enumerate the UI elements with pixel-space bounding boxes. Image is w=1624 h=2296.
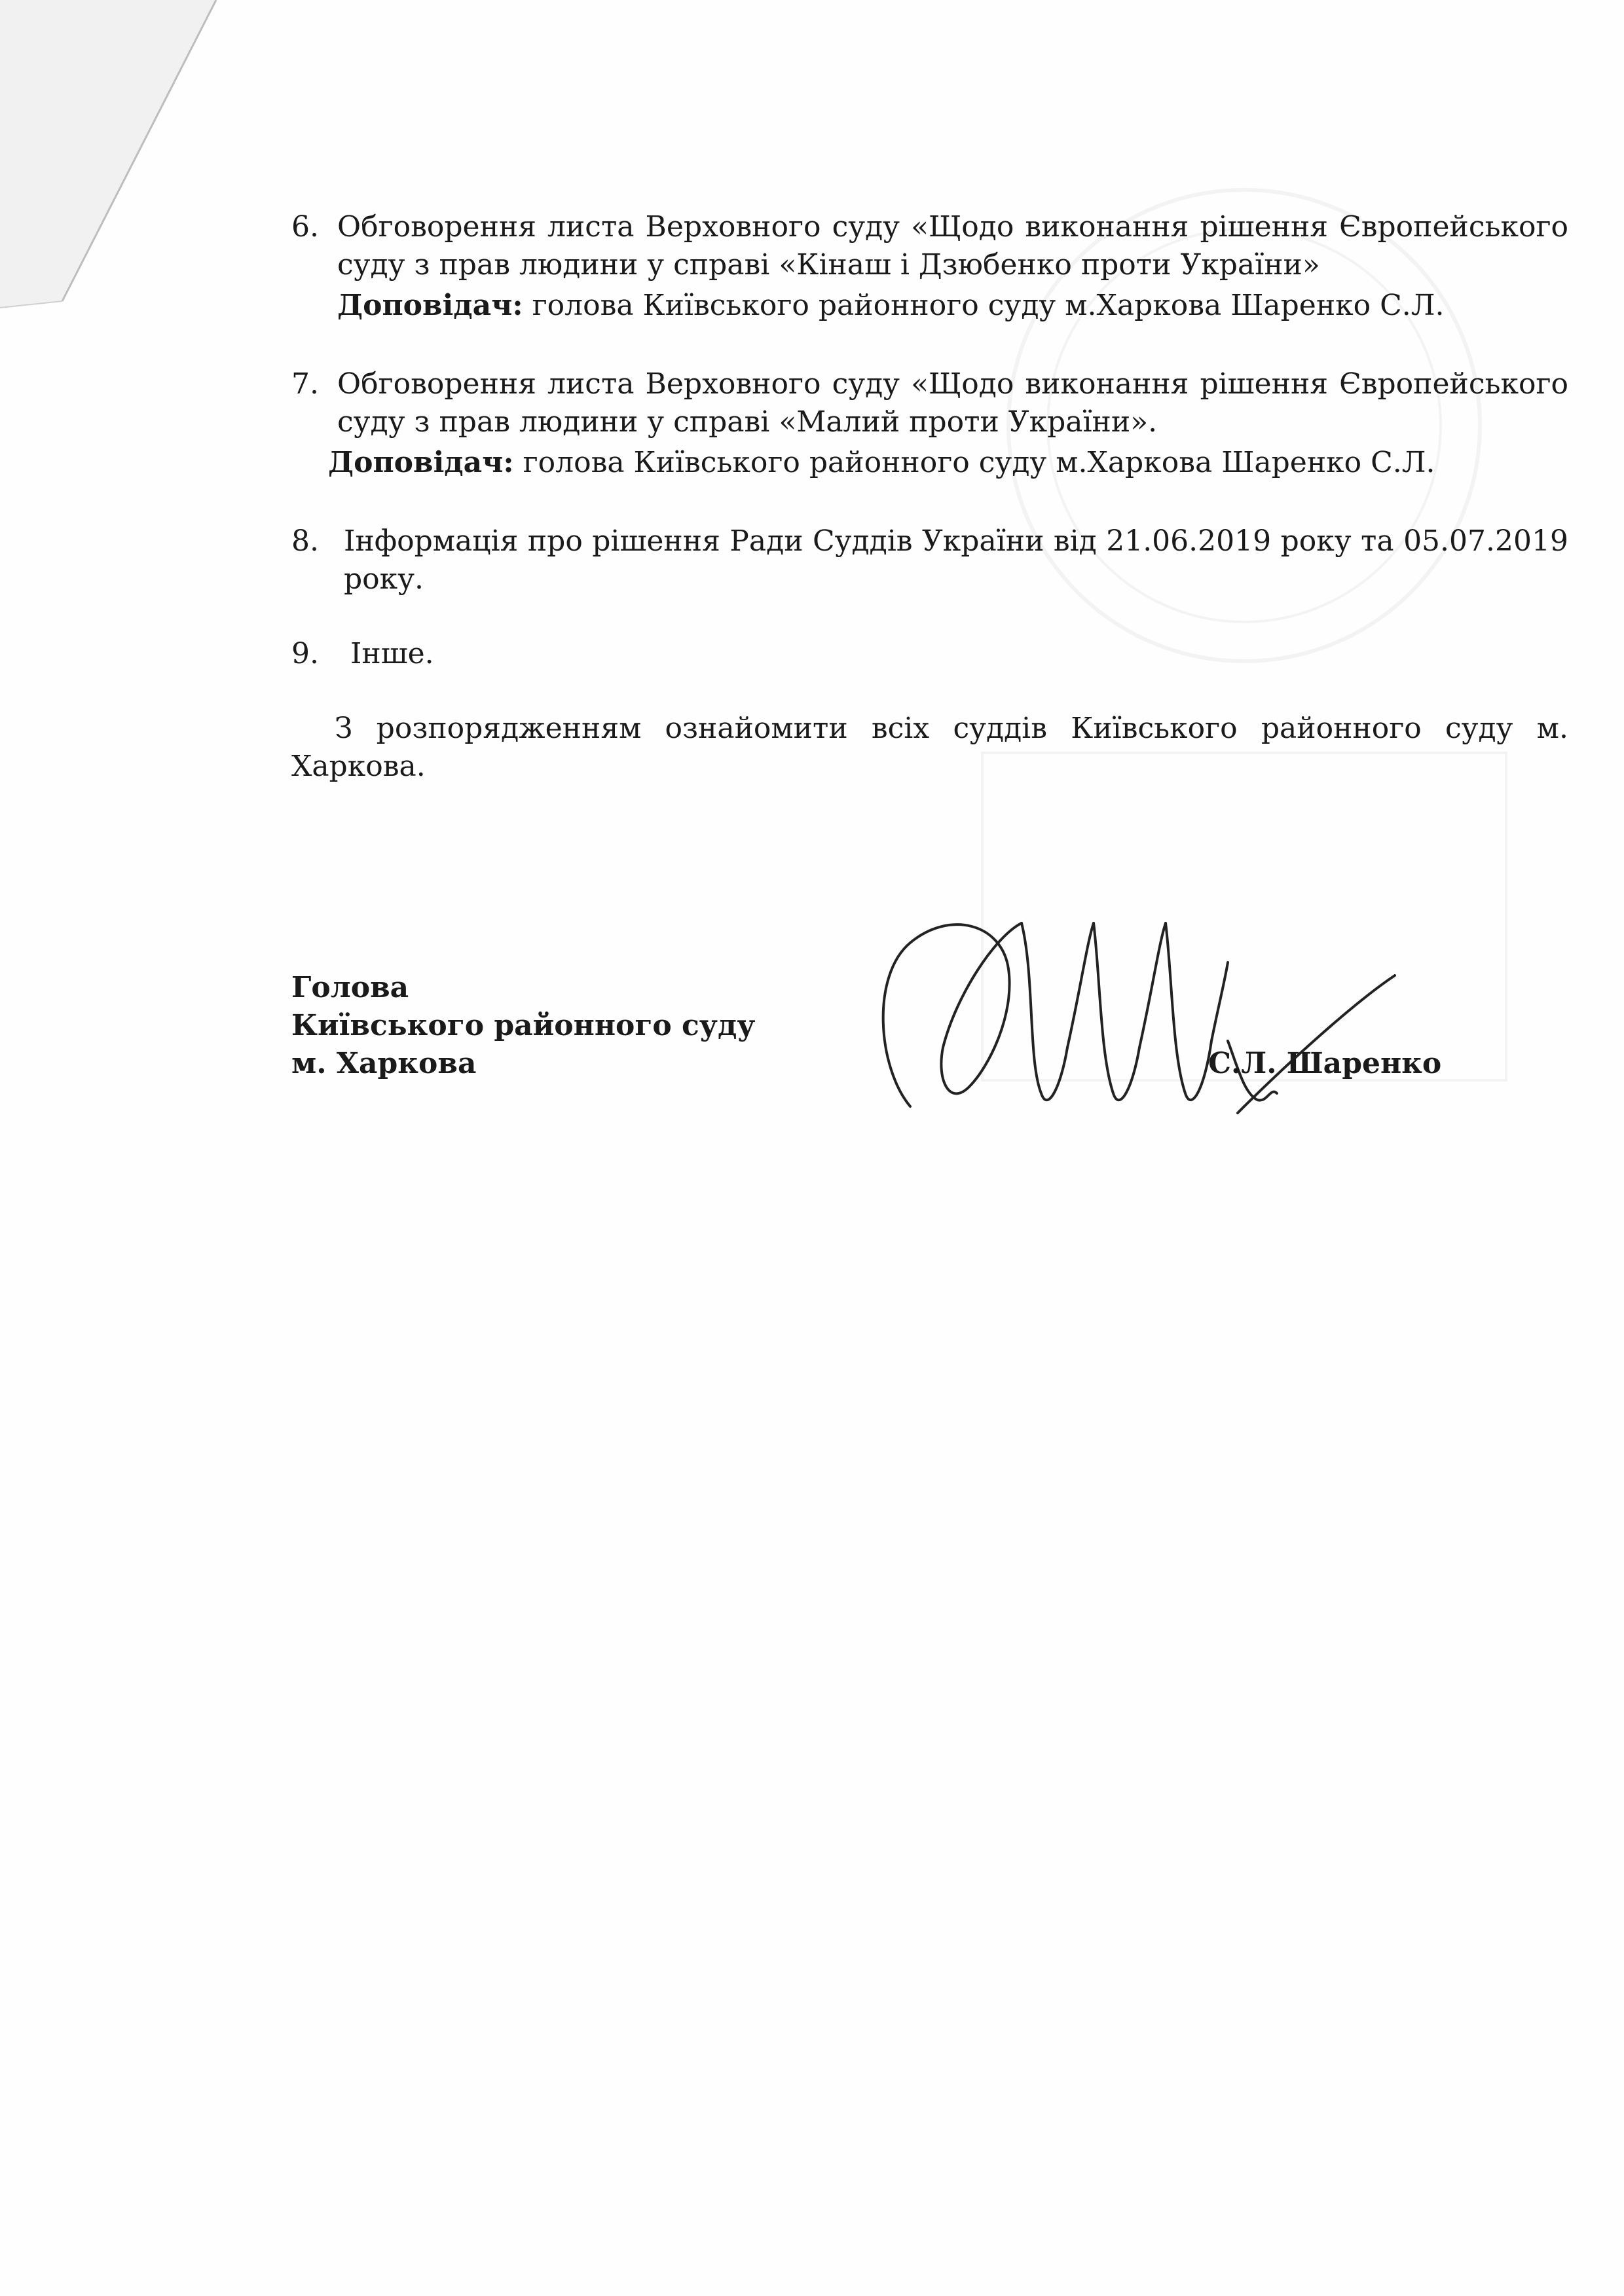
scan-fold-artifact	[0, 0, 275, 314]
speaker-text: голова Київського районного суду м.Харкова Шаренко С.Л.	[513, 446, 1435, 479]
signatory-name: С.Л. Шаренко	[1208, 1047, 1442, 1080]
item-text: Інформація про рішення Ради Суддів України від 21.06.2019 року та 05.07.2019 року.	[344, 524, 1568, 596]
speaker-line	[291, 287, 1568, 325]
item-text: Обговорення листа Верховного суду «Щодо виконання рішення Європейського суду з прав людини у справі «Кінаш і Дзюбенко проти України»	[337, 210, 1568, 282]
speaker-line	[291, 444, 1568, 482]
agenda-item-9	[291, 635, 1568, 673]
agenda-item-6	[291, 208, 1568, 284]
speaker-label: Доповідач:	[328, 446, 514, 479]
item-number: 6.	[291, 210, 319, 244]
speaker-text: голова Київського районного суду м.Харкова Шаренко С.Л.	[523, 289, 1445, 322]
position-line: Голова	[291, 971, 409, 1004]
item-number: 7.	[291, 367, 319, 401]
item-text: Обговорення листа Верховного суду «Щодо виконання рішення Європейського суду з прав людини у справі «Малий проти України».	[337, 367, 1568, 439]
position-line: м. Харкова	[291, 1047, 477, 1080]
speaker-label: Доповідач:	[337, 289, 523, 322]
signature-block	[291, 969, 1568, 1139]
agenda-item-8	[291, 522, 1568, 598]
position-line: Київського районного суду	[291, 1009, 756, 1042]
item-text: Інше.	[350, 637, 434, 670]
item-number: 9.	[291, 637, 319, 670]
item-number: 8.	[291, 524, 319, 558]
document-body	[291, 208, 1568, 786]
signatory-position	[291, 969, 755, 1083]
agenda-item-7	[291, 365, 1568, 441]
closing-paragraph: З розпорядженням ознайомити всіх суддів Київського районного суду м. Харкова.	[291, 712, 1568, 783]
